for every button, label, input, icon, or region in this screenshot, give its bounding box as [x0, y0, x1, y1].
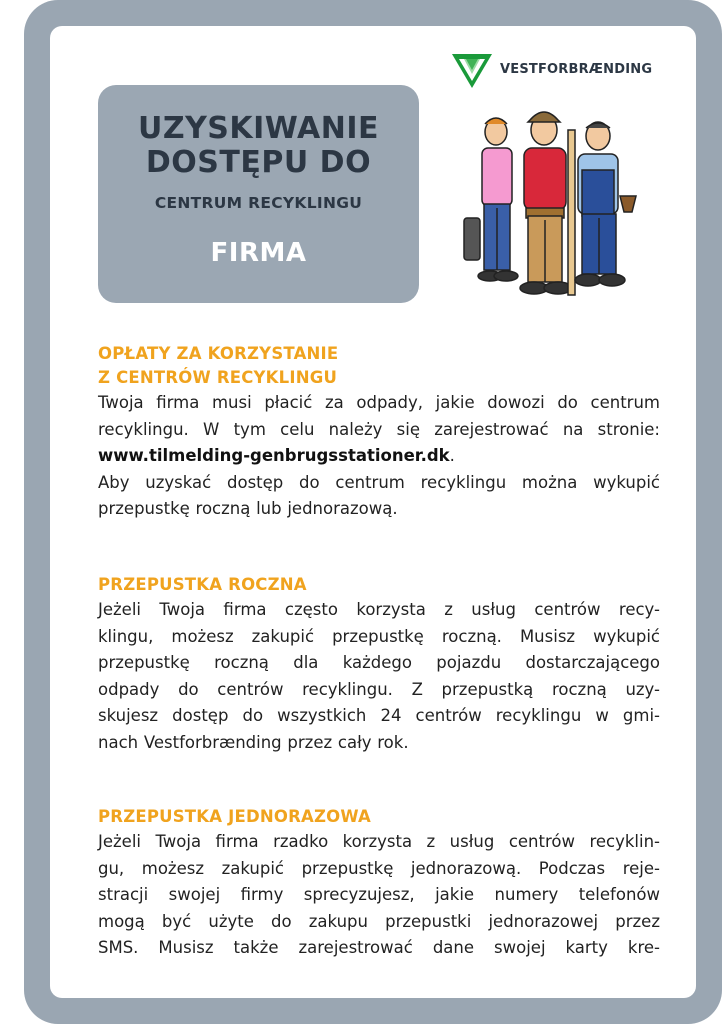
text-line: Aby uzyskać dostęp do centrum recyklingu można wykupić	[98, 472, 660, 492]
text-line: Jeżeli Twoja firma często korzysta z usług centrów recy-	[98, 600, 660, 619]
section-fees-heading-1: OPŁATY ZA KORZYSTANIE	[98, 344, 339, 363]
website-line	[98, 443, 660, 470]
title-subtitle: CENTRUM RECYKLINGU	[154, 194, 363, 212]
section-annual-heading: PRZEPUSTKA ROCZNA	[98, 575, 307, 594]
section-fees-heading-2: Z CENTRÓW RECYKLINGU	[98, 368, 338, 387]
section-fees-text	[98, 390, 660, 523]
text-line: skujesz dostęp do wszystkich 24 centrów recyklingu w gmi-	[98, 706, 660, 725]
text-line: nach Vestforbrænding przez cały rok.	[98, 732, 409, 752]
section-annual-text	[98, 597, 660, 756]
vestforbraending-logo-icon	[450, 48, 494, 92]
text-line: SMS. Musisz także zarejestrować dane swojej karty kre-	[98, 938, 660, 957]
text-line: odpady do centrów recyklingu. Z przepustką roczną uzy-	[98, 679, 660, 699]
title-box	[98, 85, 419, 303]
text-line: stracji swojej firmy sprecyzujesz, jakie numery telefonów	[98, 885, 660, 904]
website-punctuation: .	[449, 446, 455, 465]
text-line: recyklingu. W tym celu należy się zarejestrować na stronie:	[98, 419, 660, 439]
section-single-heading: PRZEPUSTKA JEDNORAZOWA	[98, 807, 372, 826]
title-tag: FIRMA	[210, 238, 307, 268]
text-line: przepustkę roczną lub jednorazową.	[98, 499, 398, 518]
three-workers-illustration-icon	[460, 100, 650, 305]
section-single-text	[98, 829, 660, 962]
text-line: klingu, możesz zakupić przepustkę roczną. Musisz wykupić	[98, 626, 660, 646]
section-annual-pass	[98, 573, 660, 756]
brand-name: VESTFORBRÆNDING	[500, 62, 653, 77]
section-single-pass	[98, 805, 660, 962]
text-line: przepustkę roczną dla każdego pojazdu dostarczającego	[98, 653, 660, 672]
title-line-2: DOSTĘPU DO	[145, 145, 372, 180]
text-line: gu, możesz zakupić przepustkę jednorazową. Podczas reje-	[98, 858, 660, 878]
section-fees	[98, 342, 660, 523]
title-line-1: UZYSKIWANIE	[137, 111, 380, 146]
text-line: mogą być użyte do zakupu przepustki jednorazowej przez	[98, 911, 660, 931]
brand-logo	[450, 48, 660, 92]
website-link[interactable]: www.tilmelding-genbrugsstationer.dk	[98, 446, 450, 465]
text-line: Jeżeli Twoja firma rzadko korzysta z usług centrów recyklin-	[98, 832, 660, 851]
text-line: Twoja firma musi płacić za odpady, jakie dowozi do centrum	[98, 393, 660, 412]
